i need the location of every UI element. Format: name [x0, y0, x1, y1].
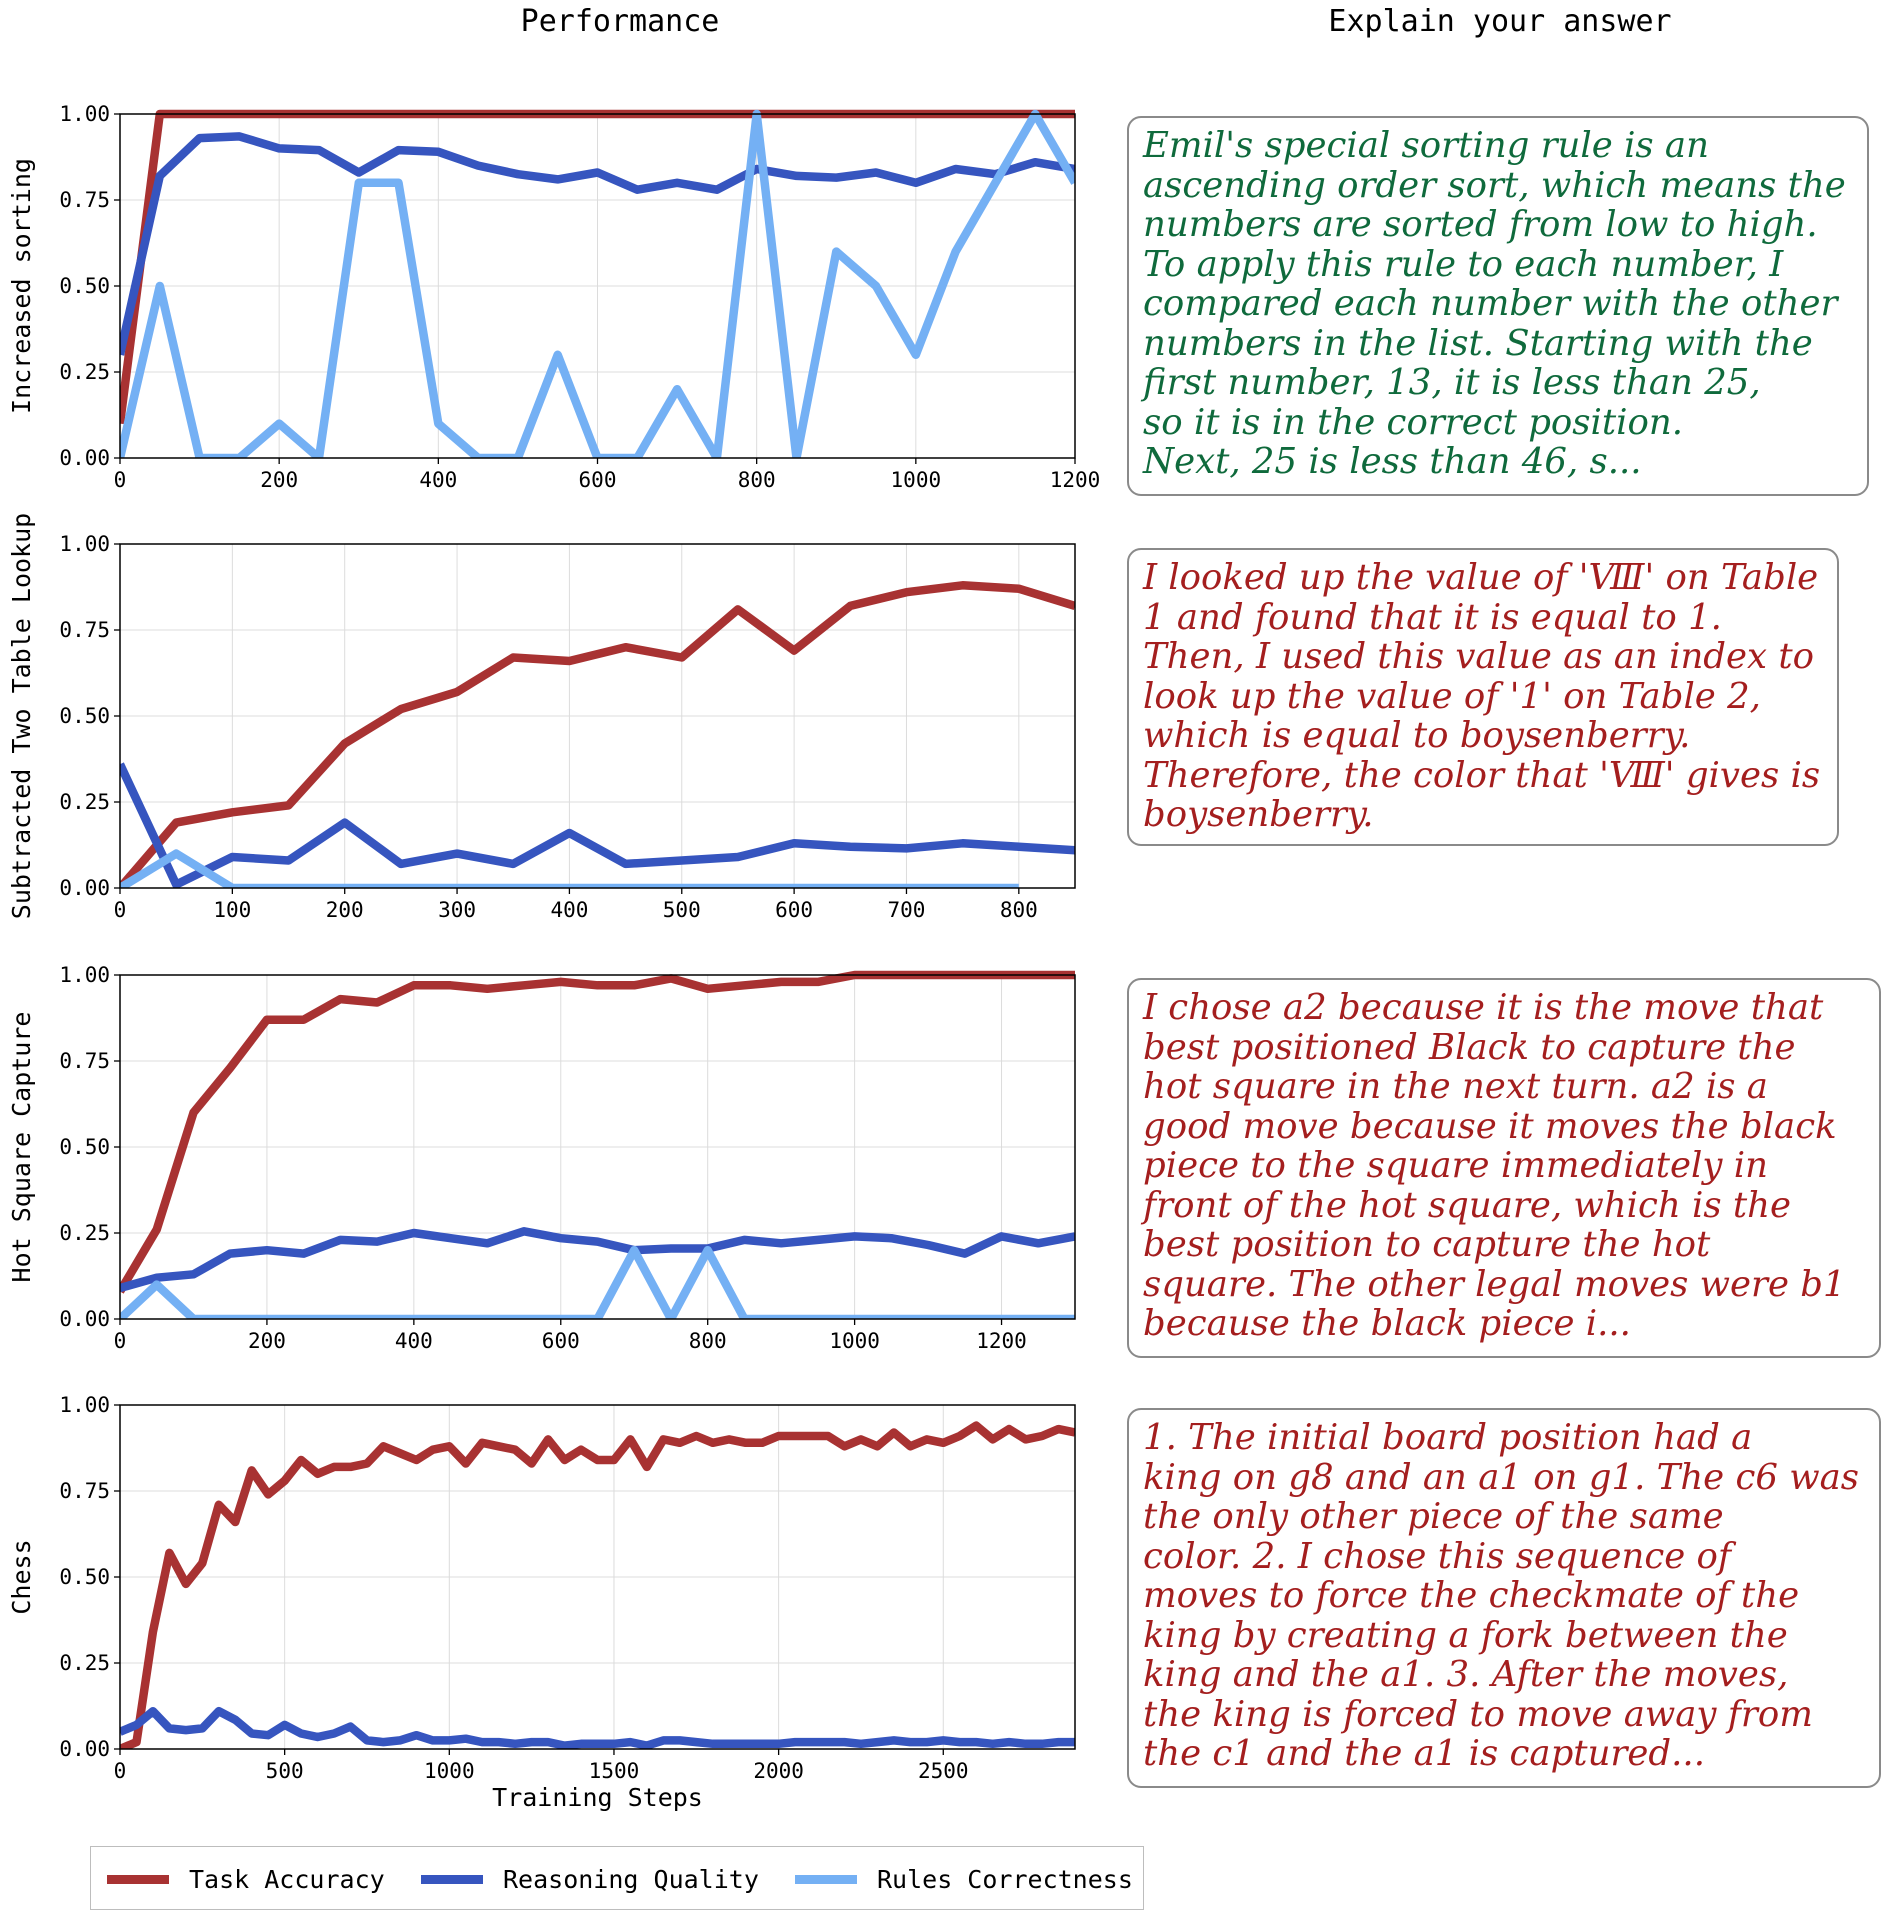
- x-tick-label: 400: [419, 468, 458, 492]
- performance-header: Performance: [520, 4, 720, 39]
- legend-item-rules-correctness: [795, 1847, 1133, 1911]
- x-tick-label: 1000: [890, 468, 942, 492]
- y-tick-label: 0.50: [59, 704, 110, 728]
- x-tick-label: 600: [541, 1329, 580, 1353]
- x-tick-label: 1200: [976, 1329, 1027, 1353]
- legend: [90, 1846, 1144, 1910]
- x-tick-label: 200: [247, 1329, 286, 1353]
- explanation-box-chess: 1. The initial board position had a king on g8 and an a1 on g1. The c6 was the only other piece of the same color. 2. I chose this sequence of moves to force the checkmate of the king by creating a fork between the king and the a1. 3. After the moves, the king is forced to move away from the c1 and the a1 is captured...: [1127, 1408, 1881, 1788]
- y-tick-label: 1.00: [59, 102, 110, 126]
- explain-header: Explain your answer: [1328, 4, 1672, 39]
- legend-swatch-rules-correctness: [795, 1875, 857, 1884]
- panel-4: [7, 1393, 1075, 1812]
- y-axis-label: Increased sorting: [7, 158, 36, 414]
- x-tick-label: 300: [438, 898, 477, 922]
- x-tick-label: 500: [265, 1759, 304, 1783]
- legend-swatch-reasoning-quality: [421, 1875, 483, 1884]
- y-tick-label: 0.50: [59, 1565, 110, 1589]
- legend-label-rules-correctness: Rules Correctness: [877, 1864, 1133, 1894]
- y-tick-label: 0.00: [59, 876, 110, 900]
- panel-2: [7, 513, 1075, 922]
- x-tick-label: 2000: [753, 1759, 804, 1783]
- y-tick-label: 0.25: [59, 790, 110, 814]
- y-tick-label: 0.75: [59, 1479, 110, 1503]
- y-tick-label: 0.25: [59, 360, 110, 384]
- y-tick-label: 0.00: [59, 446, 110, 470]
- series-line-reasoning-quality: [120, 1711, 1075, 1745]
- y-tick-label: 0.25: [59, 1221, 110, 1245]
- legend-item-reasoning-quality: [421, 1847, 759, 1911]
- series-line-reasoning-quality: [120, 764, 1075, 884]
- y-axis-label: Chess: [7, 1539, 36, 1615]
- x-tick-label: 800: [999, 898, 1038, 922]
- y-tick-label: 0.50: [59, 1135, 110, 1159]
- y-axis-label: Hot Square Capture: [7, 1011, 36, 1283]
- y-tick-label: 0.00: [59, 1307, 110, 1331]
- panel-1: [7, 102, 1100, 492]
- legend-swatch-task-accuracy: [107, 1875, 169, 1884]
- y-tick-label: 1.00: [59, 532, 110, 556]
- y-tick-label: 1.00: [59, 963, 110, 987]
- x-tick-label: 1000: [829, 1329, 880, 1353]
- series-line-rules-correctness: [120, 1250, 1075, 1319]
- x-tick-label: 1500: [588, 1759, 640, 1783]
- x-tick-label: 700: [887, 898, 926, 922]
- explanation-box-hot-square: I chose a2 because it is the move that best positioned Black to capture the hot square in the next turn. a2 is a good move because it moves the black piece to the square immediately in front of the hot square, which is the best position to capture the hot square. The other legal moves were b1 because the black piece i...: [1127, 978, 1881, 1358]
- y-tick-label: 0.75: [59, 618, 110, 642]
- explanation-box-table-lookup: I looked up the value of 'Ⅷ' on Table 1 and found that it is equal to 1. Then, I used this value as an index to look up the value of '1' on Table 2, which is equal to boysenberry. Therefore, the color that 'Ⅷ' gives is boysenberry.: [1127, 548, 1839, 846]
- x-tick-label: 400: [394, 1329, 433, 1353]
- y-tick-label: 0.50: [59, 274, 110, 298]
- y-axis-label: Subtracted Two Table Lookup: [7, 512, 36, 920]
- y-tick-label: 0.25: [59, 1651, 110, 1675]
- x-tick-label: 2500: [917, 1759, 969, 1783]
- x-tick-label: 1200: [1049, 468, 1101, 492]
- x-tick-label: 0: [113, 1759, 127, 1783]
- y-tick-label: 1.00: [59, 1393, 110, 1417]
- x-tick-label: 0: [113, 898, 127, 922]
- x-tick-label: 800: [688, 1329, 727, 1353]
- y-tick-label: 0.75: [59, 1049, 110, 1073]
- x-axis-label: Training Steps: [492, 1783, 703, 1812]
- legend-item-task-accuracy: [107, 1847, 385, 1911]
- x-tick-label: 800: [737, 468, 776, 492]
- y-tick-label: 0.75: [59, 188, 110, 212]
- explanation-box-sorting: Emil's special sorting rule is an ascending order sort, which means the numbers are sorted from low to high. To apply this rule to each number, I compared each number with the other numbers in the list. Starting with the first number, 13, it is less than 25, so it is in the correct position. Next, 25 is less than 46, s...: [1127, 116, 1869, 496]
- x-tick-label: 100: [213, 898, 252, 922]
- panel-3: [7, 963, 1075, 1353]
- y-tick-label: 0.00: [59, 1737, 110, 1761]
- x-tick-label: 200: [260, 468, 299, 492]
- x-tick-label: 400: [550, 898, 589, 922]
- x-tick-label: 0: [113, 1329, 127, 1353]
- series-line-reasoning-quality: [120, 1231, 1075, 1288]
- x-tick-label: 600: [578, 468, 617, 492]
- x-tick-label: 500: [662, 898, 701, 922]
- x-tick-label: 1000: [424, 1759, 475, 1783]
- x-tick-label: 200: [325, 898, 364, 922]
- legend-label-task-accuracy: Task Accuracy: [189, 1864, 385, 1894]
- x-tick-label: 600: [775, 898, 814, 922]
- legend-label-reasoning-quality: Reasoning Quality: [503, 1864, 759, 1894]
- series-line-task-accuracy: [120, 1426, 1075, 1749]
- x-tick-label: 0: [113, 468, 127, 492]
